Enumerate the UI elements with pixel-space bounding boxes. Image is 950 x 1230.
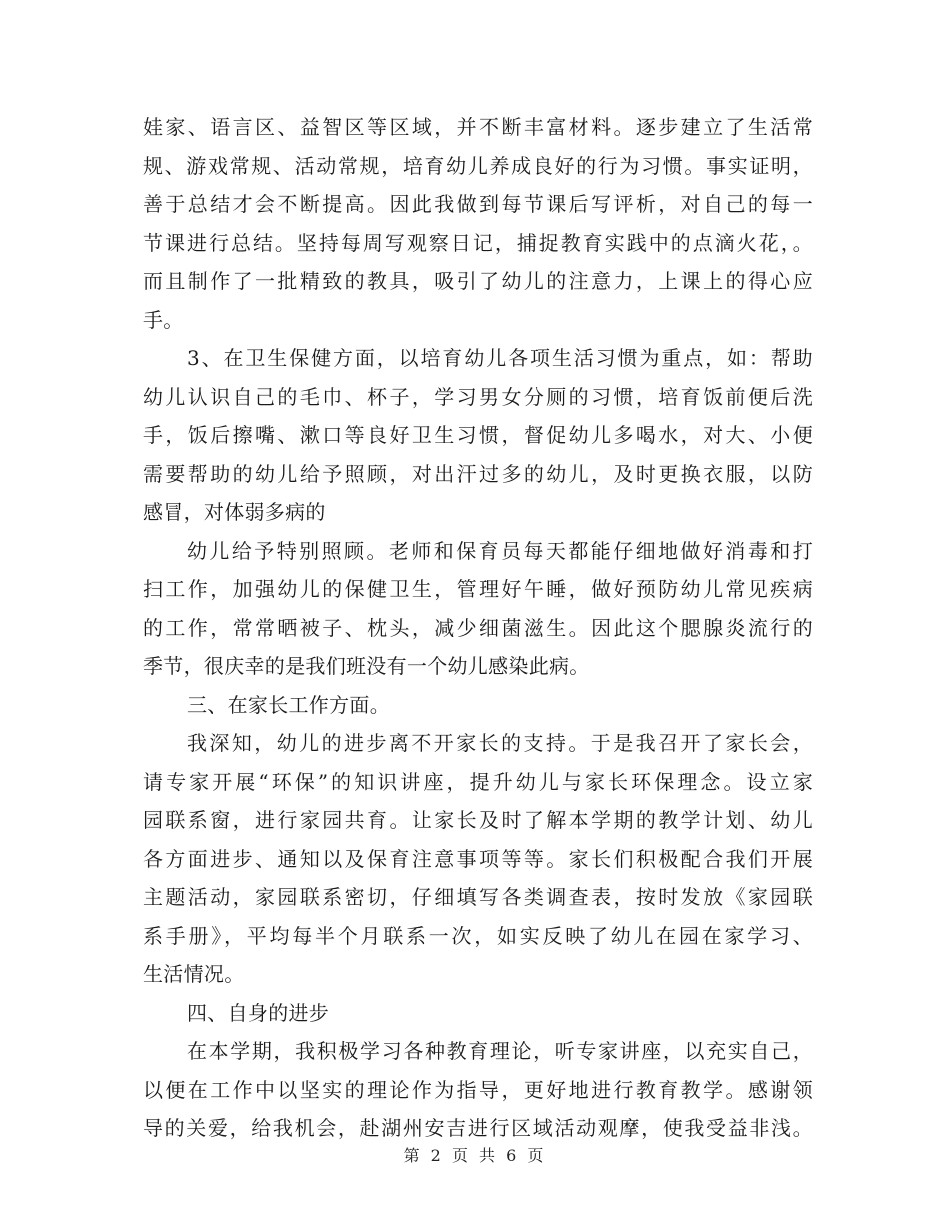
text-line: 的工作，常常晒被子、枕头，减少细菌滋生。因此这个腮腺炎流行的	[143, 615, 813, 640]
text-line: 感冒，对体弱多病的	[143, 500, 326, 524]
text-line: 导的关爱，给我机会，赴湖州安吉进行区域活动观摩，使我受益非浅。	[143, 1116, 813, 1140]
text-line: 三、在家长工作方面。	[187, 692, 390, 717]
text-line: 园联系窗，进行家园共育。让家长及时了解本学期的教学计划、幼儿	[143, 808, 813, 832]
text-line: 季节，很庆幸的是我们班没有一个幼儿感染此病。	[143, 654, 590, 678]
text-line: 手，饭后擦嘴、漱口等良好卫生习惯，督促幼儿多喝水，对大、小便	[143, 423, 813, 447]
document-body	[143, 108, 813, 1148]
text-line: 以便在工作中以坚实的理论作为指导，更好地进行教育教学。感谢领	[143, 1077, 813, 1102]
text-line: 我深知，幼儿的进步离不开家长的支持。于是我召开了家长会，	[187, 731, 813, 755]
text-line: 娃家、语言区、益智区等区域，并不断丰富材料。逐步建立了生活常	[143, 115, 813, 139]
text-line: 四、自身的进步	[187, 1000, 330, 1025]
text-line: 节课进行总结。坚持每周写观察日记，捕捉教育实践中的点滴火花，。	[143, 230, 813, 255]
text-line: 各方面进步、通知以及保育注意事项等等。家长们积极配合我们开展	[143, 846, 813, 871]
text-line: 手。	[143, 307, 184, 332]
text-line: 规、游戏常规、活动常规，培育幼儿养成良好的行为习惯。事实证明，	[143, 153, 813, 178]
text-line: 3、在卫生保健方面，以培育幼儿各项生活习惯为重点，如：帮助	[187, 346, 813, 370]
text-line: 主题活动，家园联系密切，仔细填写各类调查表，按时发放《家园联	[143, 885, 813, 909]
text-line: 幼儿认识自己的毛巾、杯子，学习男女分厕的习惯，培育饭前便后洗	[143, 384, 813, 409]
text-line: 生活情况。	[143, 962, 245, 986]
text-line: 扫工作，加强幼儿的保健卫生，管理好午睡，做好预防幼儿常见疾病	[143, 577, 813, 601]
text-line: 在本学期，我积极学习各种教育理论，听专家讲座，以充实自己，	[187, 1039, 813, 1063]
page-number-footer: 第 2 页 共 6 页	[403, 1146, 547, 1165]
text-line: 善于总结才会不断提高。因此我做到每节课后写评析，对自己的每一	[143, 192, 813, 216]
text-line: 而且制作了一批精致的教具，吸引了幼儿的注意力，上课上的得心应	[143, 269, 813, 293]
text-line: 幼儿给予特别照顾。老师和保育员每天都能仔细地做好消毒和打	[187, 538, 813, 563]
text-line: 请专家开展“环保”的知识讲座，提升幼儿与家长环保理念。设立家	[143, 769, 813, 794]
text-line: 系手册》，平均每半个月联系一次，如实反映了幼儿在园在家学习、	[143, 923, 813, 948]
text-line: 需要帮助的幼儿给予照顾，对出汗过多的幼儿，及时更换衣服，以防	[143, 461, 813, 486]
